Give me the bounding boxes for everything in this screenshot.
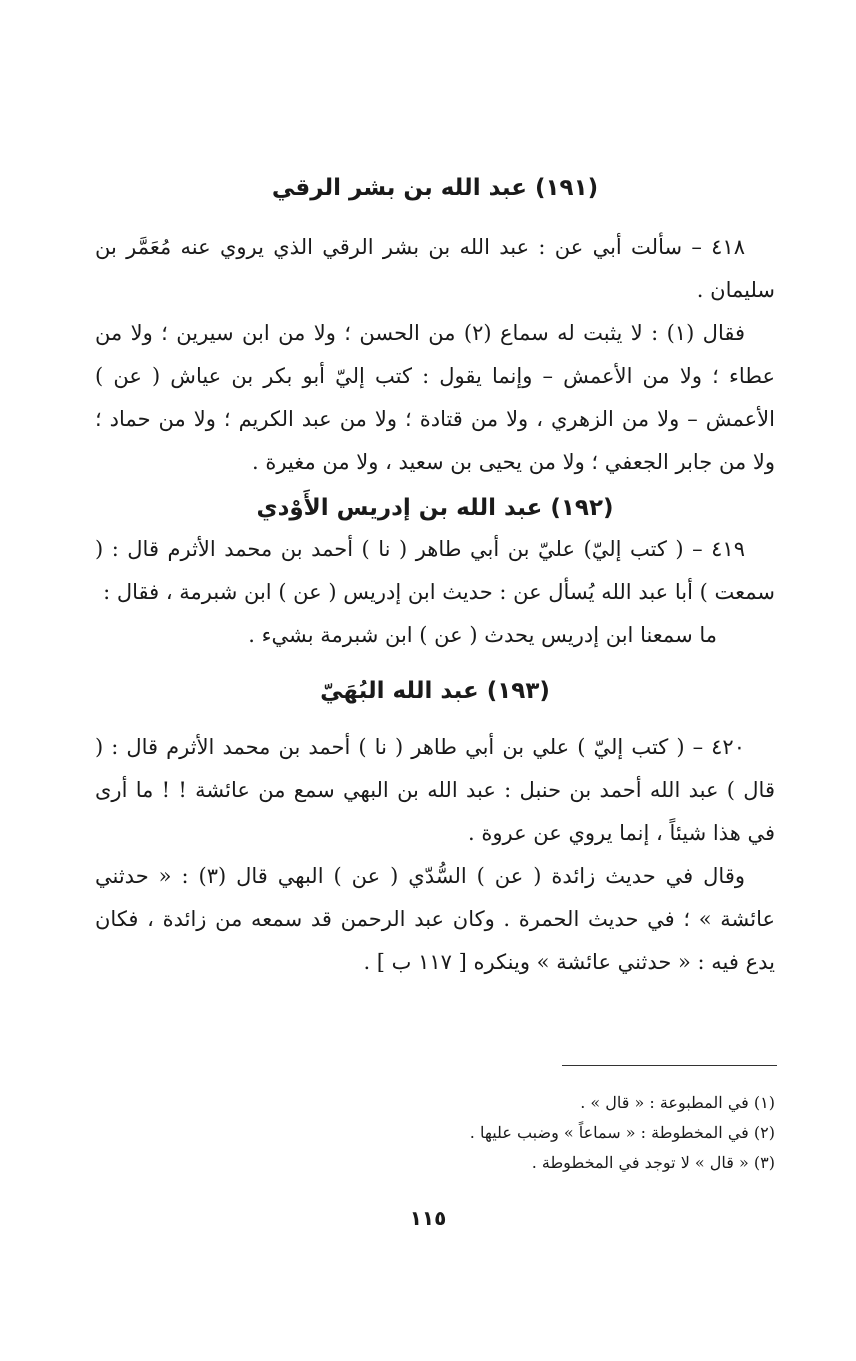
page-body [95,160,775,984]
footnote-divider [562,1065,777,1066]
section-heading-191: (١٩١) عبد الله بن بشر الرقي [271,175,599,201]
paragraph-419: ٤١٩ – ( كتب إليّ) عليّ بن أبي طاهر ( نا ) أحمد بن محمد الأثرم قال : ( سمعت ) أبا عبد الله يُسأل عن : حديث ابن إدريس ( عن ) ابن شبرمة ، فقال : [95,537,775,605]
paragraph-418-answer: فقال (١) : لا يثبت له سماع (٢) من الحسن ؛ ولا من ابن سيرين ؛ ولا من عطاء ؛ ولا من الأعمش – وإنما يقول : كتب إليّ أبو بكر بن عياش ( عن ) الأعمش – ولا من الزهري ، ولا من قتادة ؛ ولا من عبد الكريم ؛ ولا من حماد ؛ ولا من جابر الجعفي ؛ ولا من يحيى بن سعيد ، ولا من مغيرة . [95,321,775,475]
section-heading-193: (١٩٣) عبد الله البُهَيّ [320,678,550,705]
paragraph-418: ٤١٨ – سألت أبي عن : عبد الله بن بشر الرقي الذي يروي عنه مُعَمَّر بن سليمان . [95,235,775,303]
section-heading-192: (١٩٢) عبد الله بن إدريس الأَوْدي [256,495,614,522]
paragraph-420: ٤٢٠ – ( كتب إليّ ) علي بن أبي طاهر ( نا ) أحمد بن محمد الأثرم قال : ( قال ) عبد الله أحمد بن حنبل : عبد الله بن البهي سمع من عائشة ! ! ما أرى في هذا شيئاً ، إنما يروي عن عروة . [95,734,775,845]
paragraph-419-answer: ما سمعنا ابن إدريس يحدث ( عن ) ابن شبرمة بشيء . [248,623,717,648]
page-number: ١١٥ [409,1206,447,1230]
footnote-2: (٢) في المخطوطة : « سماعاً » وضبب عليها . [469,1123,775,1142]
paragraph-420-continued: وقال في حديث زائدة ( عن ) السُّدّي ( عن ) البهي قال (٣) : « حدثني عائشة » ؛ في حديث الحمرة . وكان عبد الرحمن قد سمعه من زائدة ، فكان يدع فيه : « حدثني عائشة » وينكره [ ١١٧ ب ] . [95,863,775,974]
footnotes [95,1088,775,1178]
footnote-3: (٣) « قال » لا توجد في المخطوطة . [531,1153,775,1172]
footnote-1: (١) في المطبوعة : « قال » . [580,1093,775,1112]
